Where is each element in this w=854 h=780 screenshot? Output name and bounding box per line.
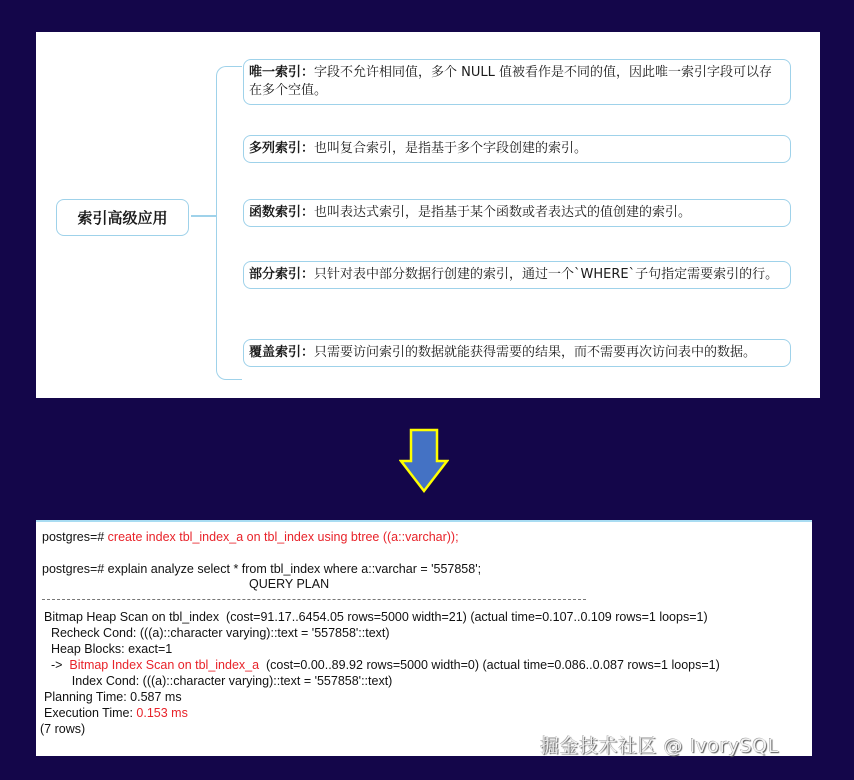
separator-dashes <box>42 599 586 600</box>
plan-line-4 <box>44 658 720 673</box>
query-plan-header: QUERY PLAN <box>249 577 330 591</box>
prompt: postgres=# <box>42 530 108 544</box>
node-partial-index <box>243 261 791 289</box>
terminal-panel <box>36 520 812 756</box>
plan-line-1: Bitmap Heap Scan on tbl_index (cost=91.17..6454.05 rows=5000 width=21) (actual time=0.107..0.109 rows=1 loops=1) <box>44 610 708 624</box>
plan-line-5: Index Cond: (((a)::character varying)::text = '557858'::text) <box>44 674 393 688</box>
node-function-index <box>243 199 791 227</box>
node-text: 字段不允许相同值，多个 NULL 值被看作是不同的值，因此唯一索引字段可以存在多个空值。 <box>249 65 773 98</box>
plan-line-4-rest: (cost=0.00..89.92 rows=5000 width=0) (actual time=0.086..0.087 rows=1 loops=1) <box>259 658 720 672</box>
node-key: 多列索引： <box>249 141 315 156</box>
explain-command: explain analyze select * from tbl_index where a::varchar = '557858'; <box>107 562 482 576</box>
node-key: 覆盖索引： <box>249 345 315 360</box>
execution-time-label: Execution Time: <box>44 706 137 720</box>
node-multicolumn-index <box>243 135 791 163</box>
node-key: 唯一索引： <box>249 65 315 80</box>
terminal-line-explain <box>42 562 481 577</box>
down-arrow-icon <box>399 428 449 494</box>
node-text: 也叫表达式索引，是指基于某个函数或者表达式的值创建的索引。 <box>314 205 692 220</box>
root-label: 索引高级应用 <box>77 209 168 227</box>
mindmap-panel <box>36 32 820 398</box>
bracket-connector <box>216 66 242 380</box>
row-count: (7 rows) <box>40 722 86 736</box>
connector-line <box>191 215 217 217</box>
plan-line-2: Recheck Cond: (((a)::character varying)::text = '557858'::text) <box>44 626 390 640</box>
terminal-line-create <box>42 530 459 545</box>
mindmap-root-node <box>56 199 189 236</box>
watermark: 掘金技术社区 @ IvorySQL <box>540 735 779 757</box>
node-key: 函数索引： <box>249 205 315 220</box>
node-text: 只需要访问索引的数据就能获得需要的结果，而不需要再次访问表中的数据。 <box>314 345 757 360</box>
node-covering-index <box>243 339 791 367</box>
node-text: 只针对表中部分数据行创建的索引，通过一个`WHERE`子句指定需要索引的行。 <box>314 267 779 282</box>
bitmap-index-scan-highlight: Bitmap Index Scan on tbl_index_a <box>69 658 260 672</box>
execution-time-value: 0.153 ms <box>136 706 188 720</box>
prompt: postgres=# <box>42 562 108 576</box>
node-key: 部分索引： <box>249 267 315 282</box>
create-index-command: create index tbl_index_a on tbl_index using btree ((a::varchar)); <box>107 530 459 544</box>
planning-time: Planning Time: 0.587 ms <box>44 690 182 704</box>
plan-line-3: Heap Blocks: exact=1 <box>44 642 173 656</box>
node-unique-index <box>243 59 791 105</box>
execution-time <box>44 706 188 721</box>
node-text: 也叫复合索引，是指基于多个字段创建的索引。 <box>314 141 588 156</box>
arrow-prefix: -> <box>44 658 70 672</box>
